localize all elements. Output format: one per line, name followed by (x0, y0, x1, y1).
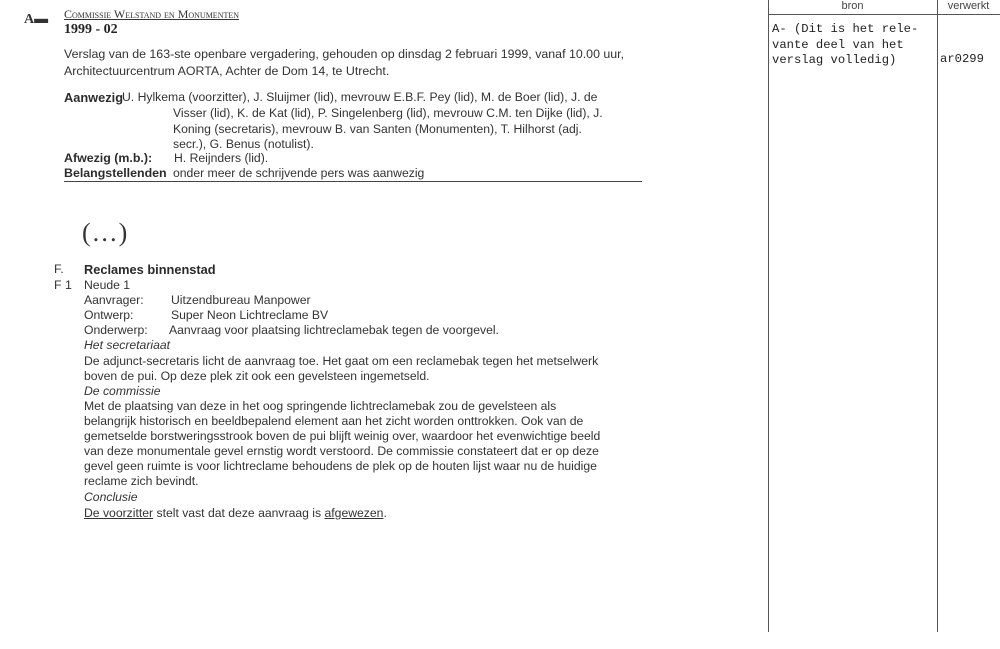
present-line-1: U. Hylkema (voorzitter), J. Sluijmer (lid), mevrouw E.B.F. Pey (lid), M. de Boer (lid), J. de (122, 90, 598, 104)
design-value: Super Neon Lichtreclame BV (171, 308, 329, 322)
column-header-source: bron (841, 0, 864, 12)
commission-line-5: gevel geen ruimte is voor lichtreclame behoudens de plek op de houten lijst waar nu de huidige (84, 459, 597, 473)
commission-heading: De commissie (84, 384, 161, 398)
applicant-label: Aanvrager: (84, 293, 144, 307)
commission-line-1: Met de plaatsing van deze in het oog springende lichtreclamebak zou de gevelsteen als (84, 399, 557, 413)
present-line-4: secr.), G. Benus (notulist). (173, 137, 314, 151)
conclusion-heading: Conclusie (84, 490, 138, 504)
divider-line (64, 181, 642, 182)
absent-label: Afwezig (m.b.): (64, 151, 153, 165)
margin-mark: A▬ (24, 12, 49, 27)
processed-code: ar0299 (940, 52, 984, 66)
conclusion-line (84, 506, 387, 520)
secretariat-heading: Het secretariaat (84, 338, 171, 352)
present-label: Aanwezig (64, 90, 124, 105)
subsection-code: F 1 (54, 278, 72, 292)
omission-marker: (…) (82, 218, 129, 247)
conclusion-text: stelt vast dat deze aanvraag is (153, 506, 325, 520)
stakeholders-text: onder meer de schrijvende pers was aanwezig (173, 166, 425, 180)
panel-left-border (768, 0, 769, 632)
present-line-3: Koning (secretaris), mevrouw B. van Santen (Monumenten), T. Hilhorst (adj. (173, 122, 582, 136)
commission-line-6: reclame zich bevindt. (84, 474, 199, 488)
conclusion-verdict: afgewezen (324, 506, 384, 520)
commission-line-2: belangrijk historisch en beeldbepalend element aan het zicht worden onttrokken. Ook van de (84, 414, 584, 428)
commission-line-4: van deze monumentale gevel ernstig wordt verstoord. De commissie constateert dat er op deze (84, 444, 599, 458)
intro-line-1: Verslag van de 163-ste openbare vergadering, gehouden op dinsdag 2 februari 1999, vanaf 10.00 uur, (64, 47, 625, 61)
intro-line-2: Architectuurcentrum AORTA, Achter de Dom 14, te Utrecht. (64, 64, 390, 78)
conclusion-chair: De voorzitter (84, 506, 154, 520)
panel-column-divider (937, 0, 938, 632)
absent-names: H. Reijnders (lid). (174, 151, 269, 165)
column-header-processed: verwerkt (947, 0, 990, 12)
section-code: F. (54, 262, 64, 276)
organization-name: Commissie Welstand en Monumenten (64, 7, 240, 21)
conclusion-period: . (383, 506, 387, 520)
applicant-value: Uitzendbureau Manpower (171, 293, 311, 307)
design-label: Ontwerp: (84, 308, 134, 322)
secretariat-line-1: De adjunct-secretaris licht de aanvraag toe. Het gaat om een reclamebak tegen het metselwerk (84, 354, 599, 368)
commission-line-3: gemetselde borstweringsstrook boven de pui blijft weinig over, waardoor het evenwichtige beeld (84, 429, 601, 443)
panel-header-divider (768, 14, 1000, 15)
stakeholders-label: Belangstellenden (64, 166, 167, 180)
present-line-2: Visser (lid), K. de Kat (lid), P. Singelenberg (lid), mevrouw C.M. ten Dijke (lid), J. (173, 106, 603, 120)
subject-label: Onderwerp: (84, 323, 148, 337)
meeting-number: 1999 - 02 (64, 22, 118, 37)
section-title: Reclames binnenstad (84, 262, 216, 277)
location: Neude 1 (84, 278, 131, 292)
source-note: A- (Dit is het rele- vante deel van het verslag volledig) (772, 22, 919, 67)
subject-value: Aanvraag voor plaatsing lichtreclamebak tegen de voorgevel. (169, 323, 499, 337)
secretariat-line-2: boven de pui. Op deze plek zit ook een gevelsteen ingemetseld. (84, 369, 430, 383)
